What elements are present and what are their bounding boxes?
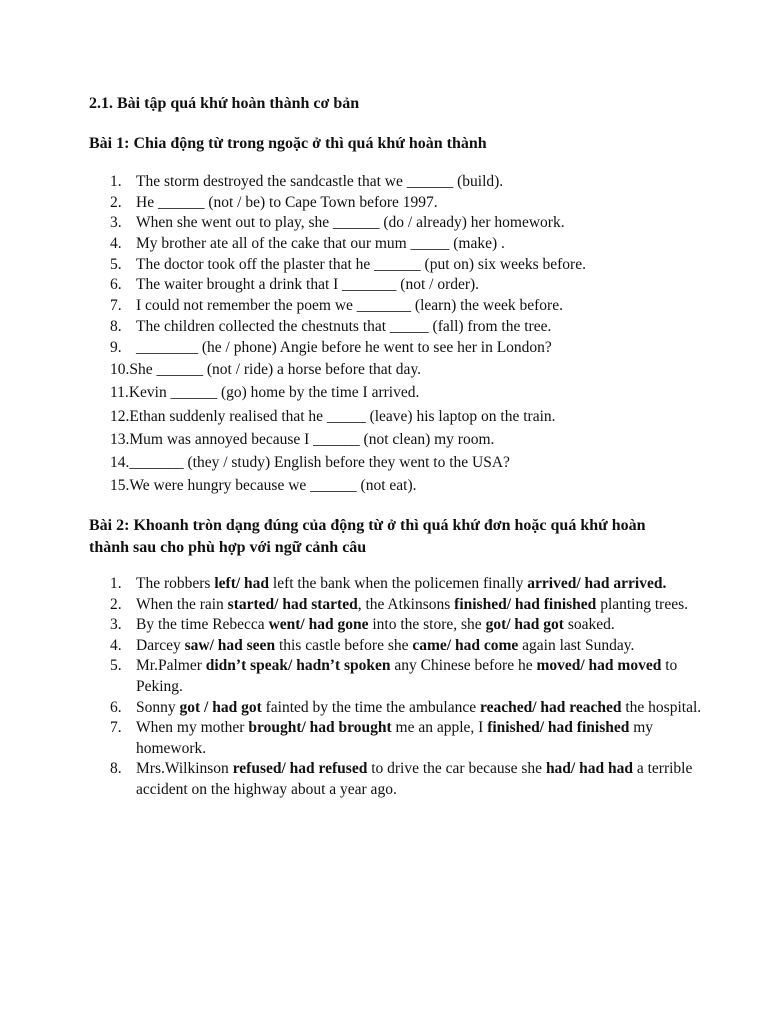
verb-choice[interactable]: got/ had got [485, 616, 564, 634]
item-number: 3. [110, 616, 122, 634]
item-number: 3. [110, 214, 122, 232]
item-text: my homework. [136, 719, 654, 757]
exercise-2-item [110, 698, 706, 719]
exercise-1-item [110, 405, 586, 428]
item-text: We were hungry because we ______ (not eat). [129, 477, 417, 495]
exercise-2-item [110, 595, 706, 616]
exercise-1-item [110, 428, 586, 451]
item-text: He ______ (not / be) to Cape Town before 1997. [136, 193, 438, 211]
item-text: When she went out to play, she ______ (do / already) her homework. [136, 214, 565, 232]
item-text: any Chinese before he [390, 657, 537, 675]
item-text: Darcey [136, 636, 185, 654]
exercise-1-item [110, 172, 586, 193]
item-number: 6. [110, 698, 122, 716]
item-text: this castle before she [275, 636, 413, 654]
exercise-1-title: Bài 1: Chia động từ trong ngoặc ở thì quá khứ hoàn thành [89, 135, 487, 152]
item-number: 10. [110, 361, 130, 379]
exercise-1-item [110, 317, 586, 338]
item-text: again last Sunday. [518, 636, 635, 654]
exercise-2-item [110, 656, 706, 697]
exercise-2-item [110, 718, 706, 759]
item-text: The storm destroyed the sandcastle that we ______ (build). [136, 173, 504, 190]
exercise-1-item [110, 358, 586, 381]
item-text: , the Atkinsons [357, 595, 455, 613]
item-text: Kevin ______ (go) home by the time I arrived. [128, 384, 420, 402]
item-number: 14. [110, 453, 130, 471]
exercise-2-item [110, 574, 706, 595]
item-number: 1. [110, 173, 122, 190]
exercise-2-item [110, 636, 706, 657]
item-text: When the rain [136, 595, 228, 613]
verb-choice[interactable]: reached/ had reached [479, 698, 622, 716]
item-number: 8. [110, 760, 122, 778]
item-text: soaked. [563, 616, 615, 634]
item-number: 5. [110, 657, 122, 675]
item-text: fainted by the time the ambulance [261, 698, 480, 716]
item-number: 12. [110, 407, 130, 425]
item-text: to Peking. [136, 657, 678, 695]
exercise-1-item [110, 451, 586, 474]
verb-choice[interactable]: refused/ had refused [232, 760, 368, 778]
verb-choice[interactable]: got / had got [179, 698, 262, 716]
verb-choice[interactable]: moved/ had moved [536, 657, 662, 675]
item-text: planting trees. [596, 595, 688, 613]
item-text: My brother ate all of the cake that our mum _____ (make) . [136, 235, 505, 253]
item-number: 8. [110, 317, 122, 335]
item-text: She ______ (not / ride) a horse before that day. [129, 361, 422, 379]
item-text: _______ (they / study) English before they went to the USA? [129, 453, 510, 471]
item-number: 2. [110, 595, 122, 613]
verb-choice[interactable]: had/ had had [545, 760, 633, 778]
exercise-2-list [110, 574, 706, 801]
item-number: 5. [110, 255, 122, 273]
item-text: ________ (he / phone) Angie before he went to see her in London? [136, 338, 552, 356]
exercise-1-item [110, 213, 586, 234]
item-text: left the bank when the policemen finally [269, 575, 528, 592]
section-title: 2.1. Bài tập quá khứ hoàn thành cơ bản [89, 95, 360, 112]
item-text: into the store, she [368, 616, 486, 634]
verb-choice[interactable]: didn’t speak/ hadn’t spoken [205, 657, 391, 675]
item-text: Ethan suddenly realised that he _____ (leave) his laptop on the train. [129, 407, 556, 425]
item-text: me an apple, I [391, 719, 488, 737]
item-number: 6. [110, 276, 122, 294]
item-number: 9. [110, 338, 122, 356]
item-text: The waiter brought a drink that I _______ (not / order). [136, 276, 480, 294]
verb-choice[interactable]: brought/ had brought [248, 719, 392, 737]
verb-choice[interactable]: left/ had [214, 575, 270, 592]
item-text: The children collected the chestnuts that _____ (fall) from the tree. [136, 317, 552, 335]
item-text: By the time Rebecca [136, 616, 269, 634]
item-number: 7. [110, 297, 122, 315]
exercise-2-title: Bài 2: Khoanh tròn dạng đúng của động từ ở thì quá khứ đơn hoặc quá khứ hoàn thành sau cho phù hợp với ngữ cảnh câu [89, 517, 646, 556]
item-number: 13. [110, 430, 130, 448]
item-text: I could not remember the poem we _______ (learn) the week before. [136, 297, 563, 315]
item-text: Mum was annoyed because I ______ (not clean) my room. [129, 430, 495, 448]
item-number: 2. [110, 193, 122, 211]
verb-choice[interactable]: came/ had come [412, 636, 519, 654]
item-number: 4. [110, 235, 122, 253]
item-text: Mr.Palmer [136, 657, 206, 675]
item-text: a terrible accident on the highway about a year ago. [136, 760, 693, 798]
exercise-2-item [110, 759, 706, 800]
item-text: Sonny [136, 698, 180, 716]
exercise-1-item [110, 255, 586, 276]
exercise-1-item [110, 381, 586, 404]
exercise-2-item [110, 615, 706, 636]
verb-choice[interactable]: arrived/ had arrived. [527, 575, 667, 592]
exercise-1-item [110, 474, 586, 497]
item-number: 7. [110, 719, 122, 737]
exercise-1-item [110, 296, 586, 317]
item-number: 4. [110, 636, 122, 654]
exercise-1-list [110, 172, 586, 497]
exercise-1-item [110, 234, 586, 255]
item-text: The robbers [136, 575, 215, 592]
verb-choice[interactable]: saw/ had seen [184, 636, 276, 654]
item-number: 11. [110, 384, 129, 402]
item-text: The doctor took off the plaster that he ______ (put on) six weeks before. [136, 255, 586, 273]
item-text: When my mother [136, 719, 249, 737]
verb-choice[interactable]: finished/ had finished [454, 595, 597, 613]
verb-choice[interactable]: went/ had gone [268, 616, 369, 634]
exercise-1-item [110, 338, 586, 359]
item-text: the hospital. [621, 698, 702, 716]
verb-choice[interactable]: finished/ had finished [487, 719, 630, 737]
verb-choice[interactable]: started/ had started [227, 595, 358, 613]
exercise-1-item [110, 275, 586, 296]
item-number: 1. [110, 575, 122, 592]
item-text: to drive the car because she [367, 760, 546, 778]
exercise-1-item [110, 193, 586, 214]
item-text: Mrs.Wilkinson [136, 760, 233, 778]
item-number: 15. [110, 477, 130, 495]
